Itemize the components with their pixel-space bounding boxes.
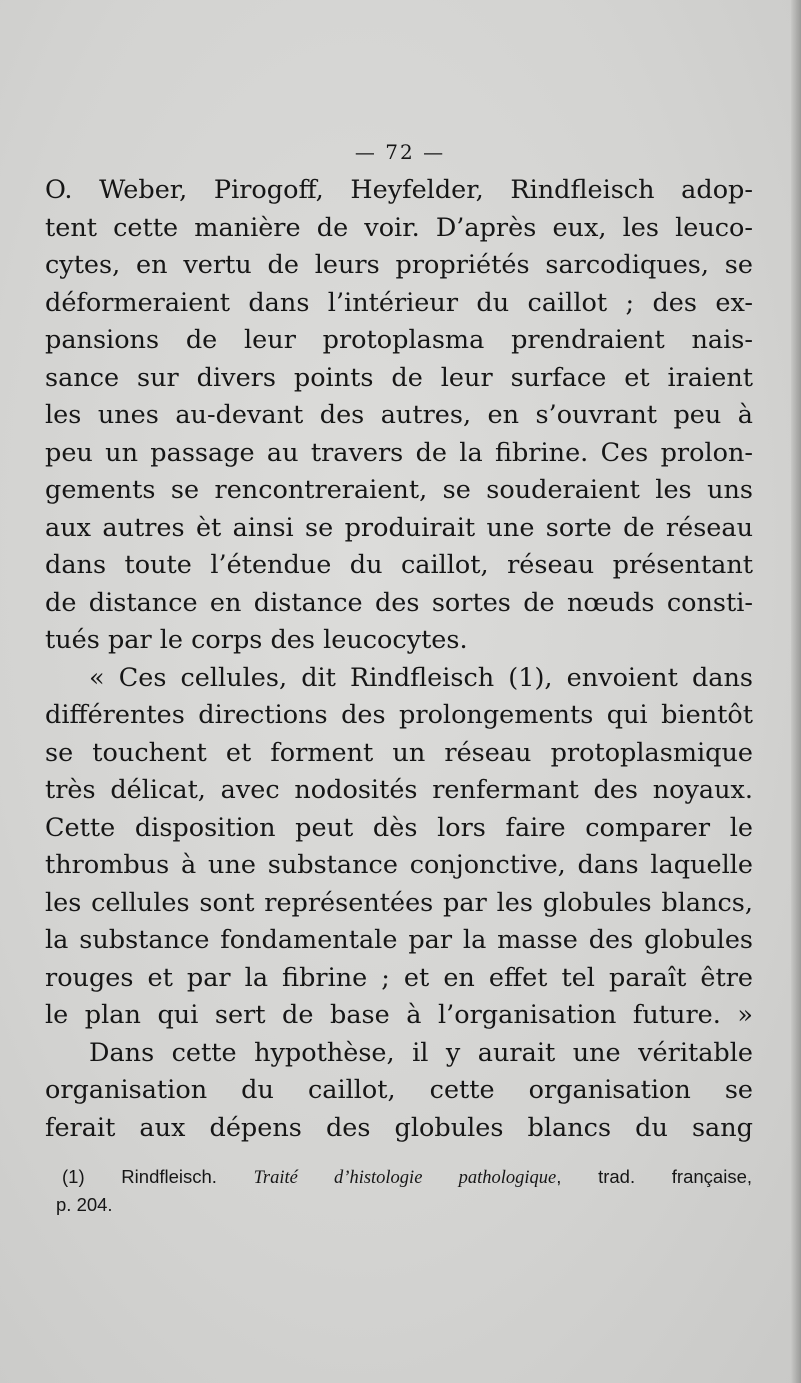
text-line: déformeraient dans l’intérieur du caillot ; des ex- (45, 287, 753, 318)
text-line: la substance fondamentale par la masse des globules (45, 925, 753, 955)
text-line: se touchent et forment un réseau protoplasmique (45, 737, 753, 768)
text-line: thrombus à une substance conjonctive, dans laquelle (45, 850, 753, 880)
footnote-translation: , trad. française, (556, 1166, 752, 1187)
text-line: tent cette manière de voir. D’après eux, les leuco- (45, 212, 753, 243)
page-number: — 72 — (354, 140, 446, 164)
text-line: dans toute l’étendue du caillot, réseau présentant (45, 550, 753, 580)
text-line: les cellules sont représentées par les globules blancs, (45, 887, 753, 918)
text-line: Cette disposition peut dès lors faire comparer le (45, 812, 753, 843)
footnote-book-title: Traité d’histologie pathologique (253, 1168, 557, 1188)
text-line: ferait aux dépens des globules blancs du sang (45, 1112, 753, 1143)
page-edge-shadow (791, 0, 801, 1383)
text-line: aux autres èt ainsi se produirait une sorte de réseau (45, 512, 753, 543)
footnote-page-ref: p. 204. (56, 1194, 113, 1215)
text-line: gements se rencontreraient, se souderaient les uns (45, 475, 753, 505)
footnote (56, 1163, 752, 1219)
text-line: sance sur divers points de leur surface et iraient (45, 362, 753, 393)
text-line: les unes au-devant des autres, en s’ouvrant peu à (45, 400, 753, 430)
body-text (45, 172, 753, 1147)
text-line: différentes directions des prolongements qui bientôt (45, 700, 753, 730)
text-line: tués par le corps des leucocytes. (45, 625, 468, 655)
footnote-line (62, 1163, 752, 1191)
footnote-citation: (1) Rindfleisch. (62, 1166, 254, 1187)
text-line: Dans cette hypothèse, il y aurait une véritable (89, 1037, 753, 1068)
text-line: « Ces cellules, dit Rindfleisch (1), envoient dans (89, 662, 753, 693)
text-line: le plan qui sert de base à l’organisation future. » (45, 1000, 753, 1030)
text-line: O. Weber, Pirogoff, Heyfelder, Rindfleisch adop- (45, 175, 753, 205)
text-line: rouges et par la fibrine ; et en effet tel paraît être (45, 962, 753, 993)
text-line: cytes, en vertu de leurs propriétés sarcodiques, se (45, 250, 753, 280)
text-line: pansions de leur protoplasma prendraient nais- (45, 325, 753, 355)
text-line: très délicat, avec nodosités renfermant des noyaux. (45, 775, 753, 805)
text-line: organisation du caillot, cette organisation se (45, 1075, 753, 1105)
text-line: peu un passage au travers de la fibrine. Ces prolon- (45, 437, 753, 468)
text-line: de distance en distance des sortes de nœuds consti- (45, 587, 753, 618)
